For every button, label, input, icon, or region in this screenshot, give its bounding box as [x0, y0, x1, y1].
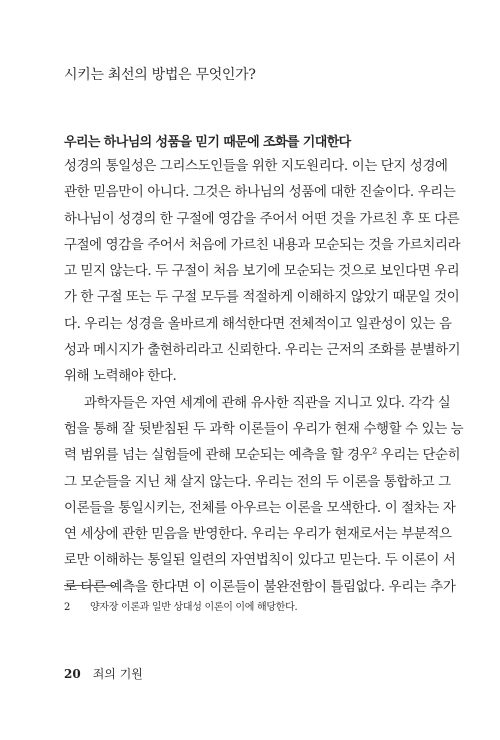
section-heading: 우리는 하나님의 성품을 믿기 때문에 조화를 기대한다	[64, 135, 351, 150]
book-title: 죄의 기원	[92, 667, 143, 681]
text-line: 위해 노력해야 한다.	[64, 369, 177, 385]
text-line: 로만 이해하는 통일된 일련의 자연법칙이 있다고 믿는다. 두 이론이 서	[64, 553, 456, 569]
text-segment: 우리는 단순히	[376, 448, 461, 464]
text-line: 성경의 통일성은 그리스도인들을 위한 지도원리다. 이는 단지 성경에	[64, 159, 448, 174]
footnote-number: 2	[64, 602, 71, 613]
text-line: 로 다른 예측을 한다면 이 이론들이 불완전함이 틀림없다. 우리는 추가	[64, 579, 456, 595]
text-line: 성과 메시지가 출현하리라고 신뢰한다. 우리는 근저의 조화를 분별하기	[64, 343, 461, 359]
text-line: 험을 통해 잘 뒷받침된 두 과학 이론들이 우리가 현재 수행할 수 있는 능	[64, 421, 464, 437]
text-line: 그 모순들을 지닌 채 살지 않는다. 우리는 전의 두 이론을 통합하고 그	[64, 474, 451, 490]
text-segment: 력 범위를 넘는 실험들에 관해 모순되는 예측을 할 경우	[64, 448, 373, 464]
body-text	[64, 154, 464, 601]
footnote	[64, 598, 464, 613]
text-line: 고 믿지 않는다. 두 구절이 처음 보기에 모순되는 것으로 보인다면 우리	[64, 264, 460, 280]
text-line-with-footnote	[64, 443, 461, 469]
text-line: 구절에 영감을 주어서 처음에 가르친 내용과 모순되는 것을 가르치리라	[64, 237, 461, 253]
paragraph-1	[64, 154, 461, 391]
text-line: 과학자들은 자연 세계에 관해 유사한 직관을 지니고 있다. 각각 실	[84, 395, 451, 411]
paragraph-2	[64, 391, 464, 601]
text-line: 관한 믿음만이 아니다. 그것은 하나님의 성품에 대한 진술이다. 우리는	[64, 185, 456, 201]
footnote-text: 양자장 이론과 일반 상대성 이론이 이에 해당한다.	[90, 602, 298, 613]
footnote-divider	[64, 585, 114, 586]
folio	[64, 665, 143, 682]
page-number: 20	[64, 667, 81, 681]
text-line: 다. 우리는 성경을 올바르게 해석한다면 전체적이고 일관성이 있는 음	[64, 316, 452, 332]
running-head: 시키는 최선의 방법은 무엇인가?	[64, 67, 256, 83]
text-line: 이론들을 통일시키는, 전체를 아우르는 이론을 모색한다. 이 절차는 자	[64, 500, 456, 516]
text-line: 연 세상에 관한 믿음을 반영한다. 우리는 우리가 현재로서는 부분적으	[64, 527, 452, 543]
text-line: 가 한 구절 또는 두 구절 모두를 적절하게 이해하지 않았기 때문일 것이	[64, 290, 460, 306]
text-line: 하나님이 성경의 한 구절에 영감을 주어서 어떤 것을 가르친 후 또 다른	[64, 211, 460, 227]
footnote-reference: 2	[372, 446, 377, 456]
